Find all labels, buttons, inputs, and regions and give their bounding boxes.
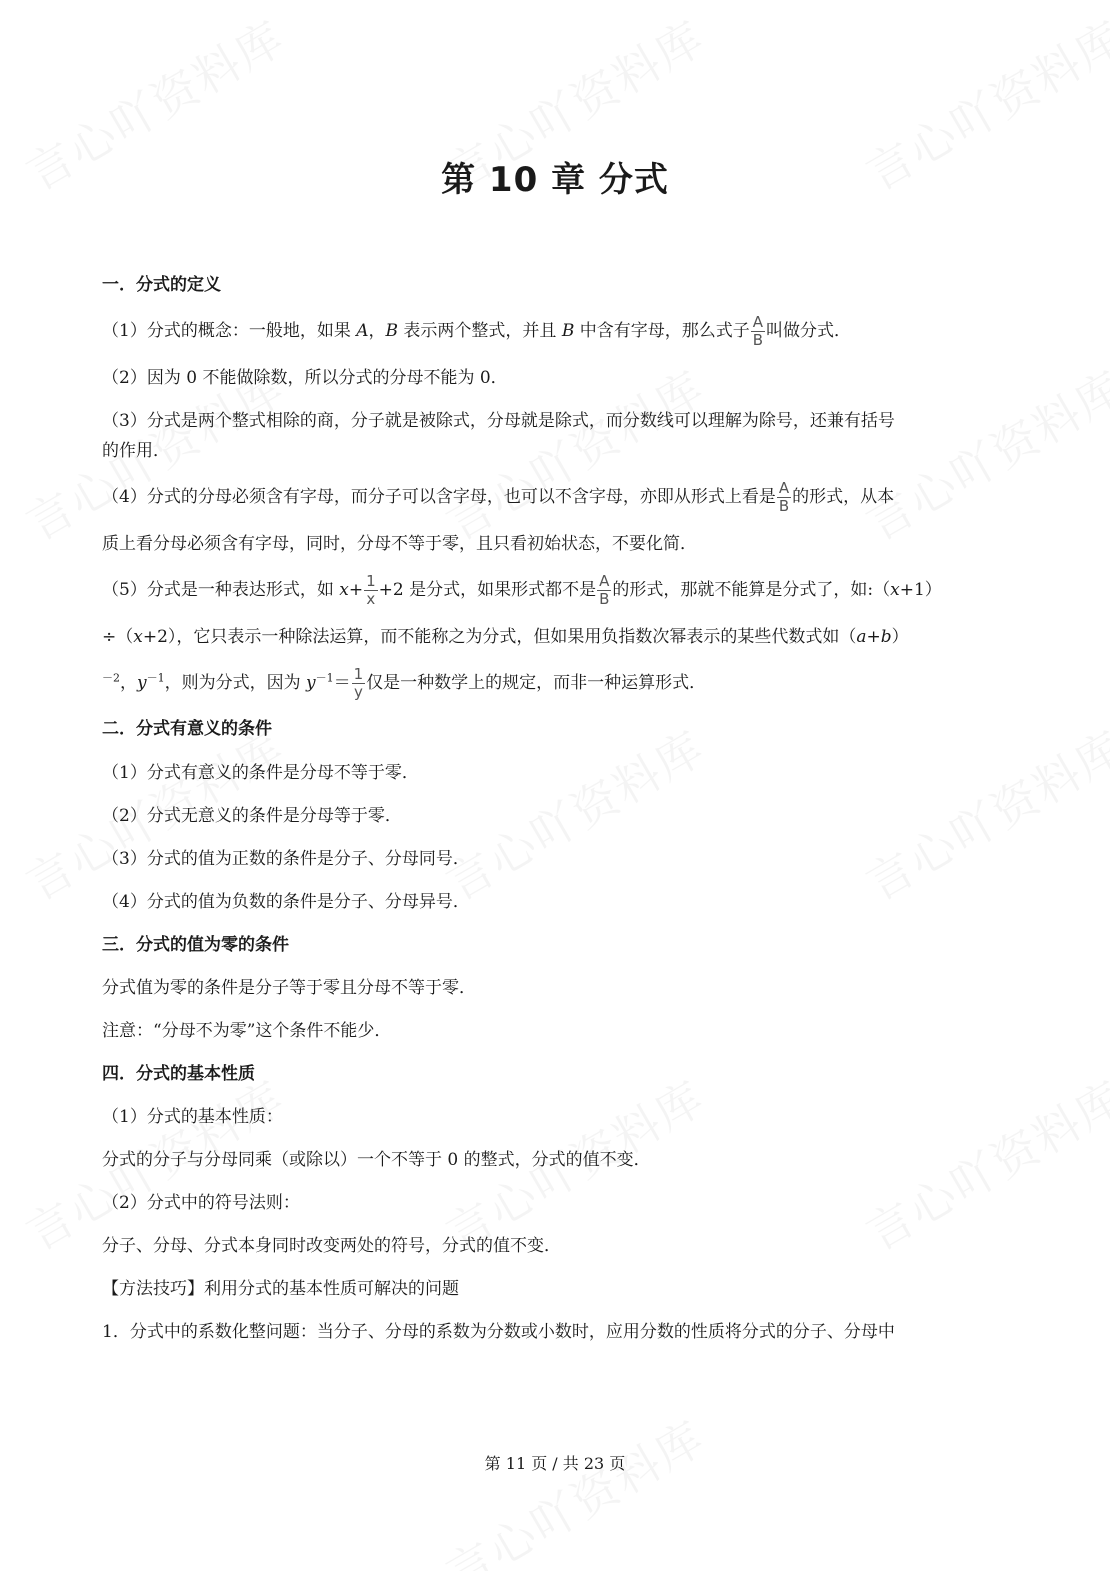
paragraph xyxy=(102,622,1010,652)
numerator: A xyxy=(599,572,610,590)
page-title: 第 10 章 分式 xyxy=(441,160,669,200)
paragraph: 分式的分子与分母同乘（或除以）一个不等于 0 的整式，分式的值不变． xyxy=(102,1150,651,1170)
text: ） xyxy=(891,627,909,647)
paragraph: 质上看分母必须含有字母，同时，分母不等于零，且只看初始状态，不要化简． xyxy=(102,534,697,554)
text: +2），它只表示一种除法运算，而不能称之为分式，但如果用负指数次幂表示的某些代数式如（ xyxy=(142,627,857,647)
text: +2 是分式，如果形式都不是 xyxy=(378,580,597,600)
text: 叫做分式． xyxy=(766,321,852,341)
numerator: 1 xyxy=(353,665,364,683)
paragraph xyxy=(102,480,1010,515)
text: 表示两个整式，并且 xyxy=(398,321,562,341)
var-y: y xyxy=(306,673,316,693)
section-heading: 一．分式的定义 xyxy=(102,275,221,295)
paragraph: 注意：“分母不为零”这个条件不能少． xyxy=(102,1021,392,1041)
text: 中含有字母，那么式子 xyxy=(574,321,750,341)
text: 的形式，那就不能算是分式了，如:（ xyxy=(612,580,891,600)
fraction-a-over-b xyxy=(751,314,765,349)
text: ， xyxy=(368,321,386,341)
var-y: y xyxy=(137,673,147,693)
watermark xyxy=(433,1402,715,1571)
numerator: A xyxy=(778,479,790,497)
section-heading: 四．分式的基本性质 xyxy=(102,1064,255,1084)
text: + xyxy=(348,580,364,600)
fraction-a-over-b xyxy=(777,480,791,515)
denominator: B xyxy=(752,331,764,349)
text: （1）分式的概念：一般地，如果 xyxy=(102,321,357,341)
text: （4）分式的分母必须含有字母，而分子可以含字母，也可以不含字母，亦即从形式上看是 xyxy=(102,487,776,507)
paragraph: 的作用． xyxy=(102,441,170,461)
denominator: x xyxy=(366,590,376,608)
section-heading: 三．分式的值为零的条件 xyxy=(102,935,289,955)
denominator: B xyxy=(599,590,610,608)
page-footer: 第 11 页 / 共 23 页 xyxy=(484,1454,626,1473)
fraction-a-over-b xyxy=(597,573,611,608)
paragraph: （2）因为 0 不能做除数，所以分式的分母不能为 0． xyxy=(102,368,508,388)
var-x: x xyxy=(890,580,900,600)
paragraph: （3）分式是两个整式相除的商，分子就是被除式，分母就是除式，而分数线可以理解为除号，还兼有括号 xyxy=(102,411,895,431)
list-item: （2）分式无意义的条件是分母等于零． xyxy=(102,806,402,826)
var-b: B xyxy=(385,321,399,341)
var-a: A xyxy=(356,321,369,341)
text: ，则为分式，因为 xyxy=(164,673,307,693)
var-b: B xyxy=(561,321,575,341)
paragraph: 【方法技巧】利用分式的基本性质可解决的问题 xyxy=(102,1279,459,1299)
list-item: （1）分式有意义的条件是分母不等于零． xyxy=(102,763,419,783)
exponent: －2 xyxy=(102,671,120,685)
text: +1） xyxy=(899,580,942,600)
var-a-plus-b: a+b xyxy=(856,627,892,647)
text: （5）分式是一种表达形式，如 xyxy=(102,580,340,600)
var-x: x xyxy=(133,627,143,647)
numerator: A xyxy=(752,313,764,331)
exponent: －1 xyxy=(315,671,334,685)
paragraph xyxy=(102,573,1010,608)
paragraph xyxy=(102,666,1010,701)
paragraph: 1．分式中的系数化整问题：当分子、分母的系数为分数或小数时，应用分数的性质将分式的分子、分母中 xyxy=(102,1322,895,1342)
fraction-1-over-y xyxy=(352,666,366,701)
fraction-1-over-x xyxy=(364,573,378,608)
document-body xyxy=(102,270,1010,1347)
exponent: －1 xyxy=(146,671,165,685)
list-item: （4）分式的值为负数的条件是分子、分母异号． xyxy=(102,892,470,912)
text: ＝ xyxy=(333,673,351,693)
paragraph xyxy=(102,314,1010,349)
numerator: 1 xyxy=(366,572,376,590)
paragraph: （2）分式中的符号法则： xyxy=(102,1193,300,1213)
text: 仅是一种数学上的规定，而非一种运算形式． xyxy=(366,673,707,693)
list-item: （3）分式的值为正数的条件是分子、分母同号． xyxy=(102,849,470,869)
section-heading: 二．分式有意义的条件 xyxy=(102,719,272,739)
paragraph: 分子、分母、分式本身同时改变两处的符号，分式的值不变． xyxy=(102,1236,561,1256)
var-x: x xyxy=(339,580,349,600)
text: 的形式，从本 xyxy=(792,487,895,507)
paragraph: （1）分式的基本性质： xyxy=(102,1107,283,1127)
denominator: B xyxy=(778,497,790,515)
denominator: y xyxy=(353,683,363,701)
text: ÷（ xyxy=(102,627,134,647)
text: ， xyxy=(120,673,137,693)
paragraph: 分式值为零的条件是分子等于零且分母不等于零． xyxy=(102,978,476,998)
